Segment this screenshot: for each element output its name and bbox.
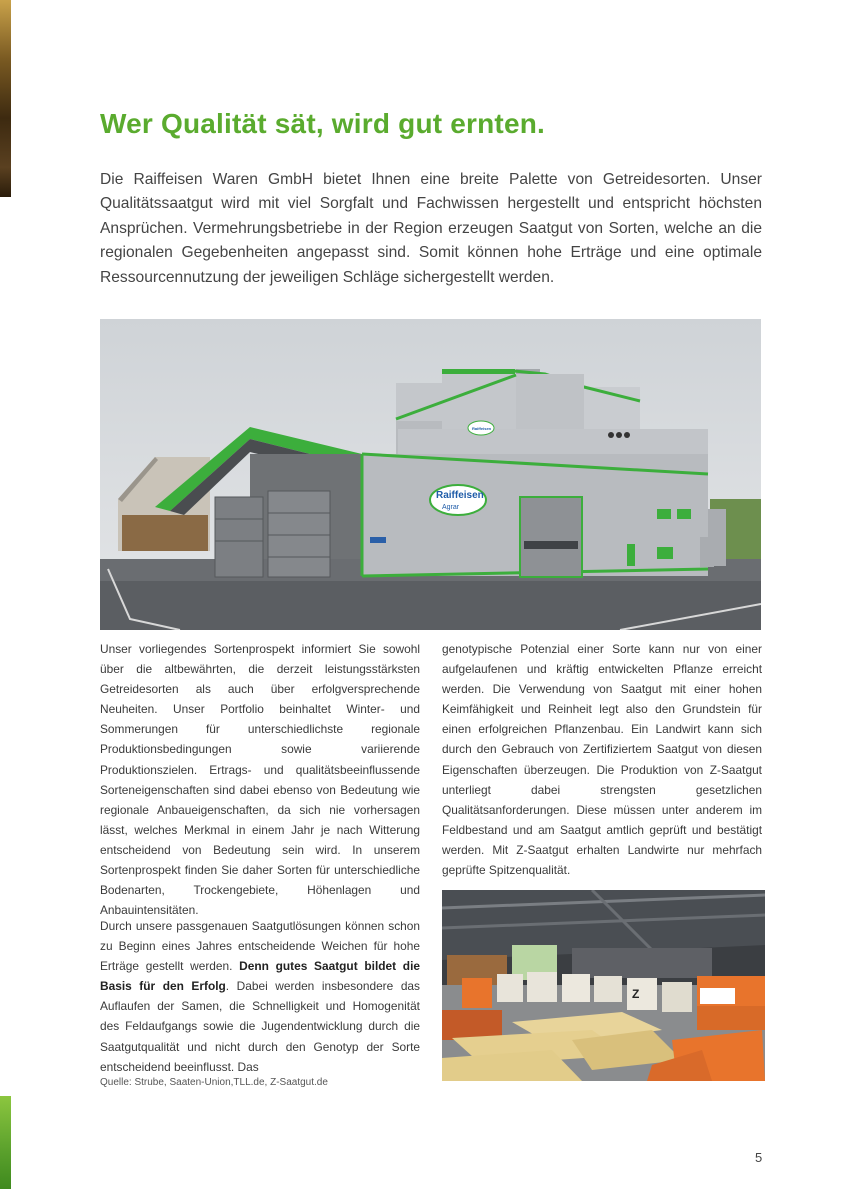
- corner-photo-strip: [0, 0, 11, 197]
- body-text-emphasis: Denn gutes Saatgut bildet die Basis für den Erfolg: [100, 959, 420, 994]
- intro-paragraph: Die Raiffeisen Waren GmbH bietet Ihnen eine breite Palette von Getreidesorten. Unser Qualitätssaatgut wird mit viel Sorgfalt und Fachwissen hergestellt und entspricht höchsten Ansprüchen. Vermehrungsbetriebe in der Region erzeugen Saatgut von Sorten, welche an die regionalen Gegebenheiten angepasst sind. Somit können hohe Erträge und eine optimale Ressourcennutzung der jeweiligen Schläge sichergestellt werden.: [100, 171, 762, 286]
- body-text-left-bottom-part1: Durch unsere passgenauen Saatgutlösungen können schon zu Beginn eines Jahres entscheidende Weichen für hohe Erträge gestellt werden.: [100, 919, 420, 974]
- seed-plant-photo: [100, 319, 761, 630]
- body-text-right-top: genotypische Potenzial einer Sorte kann nur von einer aufgelaufenen und kräftig entwickelten Pflanze erreicht werden. Die Verwendung von Saatgut mit einer hohen Keimfähigkeit und Reinheit legt also den Grundstein für einen erfolgreichen Pflanzenbau. Ein Landwirt kann sich durch den Gebrauch von Zertifiziertem Saatgut von diesen Eigenschaften überzeugen. Die Produktion von Z-Saatgut unterliegt dabei strengsten gesetzlichen Qualitätsanforderungen. Diese müssen unter anderem im Feldbestand und am Saatgut amtlich geprüft und bestätigt werden. Mit Z-Saatgut erhalten Landwirte nur mehrfach geprüfte Spitzenqualität.: [442, 642, 762, 878]
- source-citation: Quelle: Strube, Saaten-Union,TLL.de, Z-Saatgut.de: [100, 1077, 328, 1088]
- bag-label-text: Z: [632, 987, 640, 1001]
- page-headline: Wer Qualität sät, wird gut ernten.: [100, 108, 546, 139]
- seed-warehouse-photo: [442, 890, 765, 1081]
- green-accent-bar: [0, 1096, 11, 1189]
- raiffeisen-logo-top-text: Raiffeisen: [472, 426, 492, 431]
- body-text-left-bottom: [100, 916, 420, 1077]
- raiffeisen-logo-text: Raiffeisen: [436, 490, 484, 501]
- body-text-left-top: Unser vorliegendes Sortenprospekt informiert Sie sowohl über die altbewährten, die derzeit leistungsstärksten Getreidesorten als auch über erfolgversprechende Neuheiten. Unser Portfolio beinhaltet Winter- und Sommerungen für unterschiedlichste regionale Produktionsbedingungen sowie variierende Produktionszielen. Ertrags- und qualitätsbeeinflussende Sorteneigenschaften sind dabei ebenso von Bedeutung wie regionale Anbaueigenschaften, da sich nie vorhersagen lässt, welches Merkmal in einem Jahr je nach Witterung entscheidend von Bedeutung sein wird. In unserem Sortenprospekt finden Sie daher Sorten für unterschiedliche Bodenarten, Trockengebiete, Höhenlagen und Anbauintensitäten.: [100, 642, 420, 918]
- page-number: 5: [755, 1150, 763, 1165]
- body-text-left-bottom-part2: . Dabei werden insbesondere das Auflaufen der Samen, die Schnelligkeit und Homogenität des Feldaufgangs sowie die Jugendentwicklung durch die Saatgutqualität und nicht durch den Genotyp der Sorte entscheidend beeinflusst. Das: [100, 979, 420, 1074]
- agrar-logo-text: Agrar: [442, 504, 460, 511]
